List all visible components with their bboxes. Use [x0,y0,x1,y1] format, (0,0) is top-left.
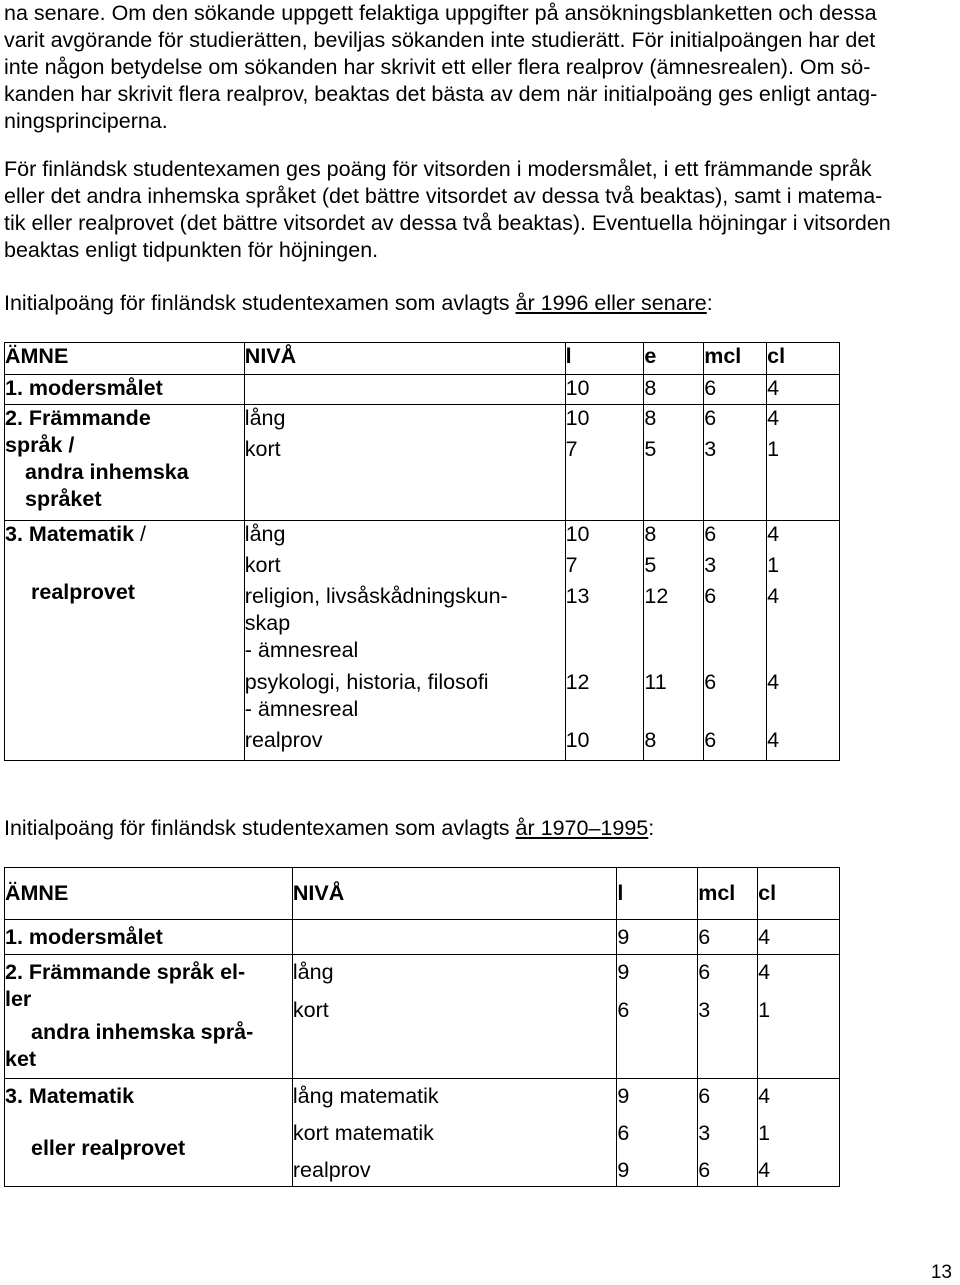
subject-line: andra inhemska språ- [31,1020,254,1044]
heading-underlined: år 1970–1995 [515,816,649,840]
row-subject [5,521,245,761]
level-label: kort [292,998,329,1022]
table-header-row [5,343,840,375]
table-1-heading [4,290,713,317]
row-level [244,405,565,521]
value-cell: 5 [644,553,657,577]
value-cell: 3 [698,1121,711,1145]
level-label: realprov [292,1158,371,1182]
subject-line: / [134,522,147,546]
value-column [644,521,704,761]
value-cell: 6 [698,920,758,955]
heading-underlined: år 1996 eller senare [515,291,707,315]
subject-line: andra inhemska [25,460,189,484]
value-cell: 4 [767,584,780,608]
value-cell: 1 [758,1121,771,1145]
value-cell: 13 [565,584,590,608]
value-cell: 6 [704,375,767,405]
row-level [292,1079,617,1187]
text-line: För finländsk studentexamen ges poäng för vitsorden i modersmålet, i ett främmande språk [4,157,872,181]
value-cell: 6 [704,522,717,546]
level-label: lång [244,522,286,546]
value-cell: 6 [698,1084,711,1108]
value-cell: 10 [565,375,644,405]
row-level [244,521,565,761]
table-row [5,920,840,955]
value-cell: 6 [704,406,717,430]
value-cell: 6 [704,728,717,752]
subject-line: 3. Matematik [5,1084,135,1108]
value-cell: 4 [767,728,780,752]
subject-line: 2. Främmande språk el- [5,960,246,984]
value-cell: 4 [767,522,780,546]
row-level [292,955,617,1079]
level-label: skap [244,611,291,635]
value-cell: 3 [704,437,717,461]
table-row [5,375,840,405]
text-line: varit avgörande för studierätten, beviljas sökanden inte studierätt. För initialpoängen har det [4,28,876,52]
row-subject: 1. modersmålet [5,375,245,405]
table-header-row [5,868,840,920]
value-cell: 7 [565,553,578,577]
value-cell: 12 [644,584,669,608]
value-cell: 4 [758,920,840,955]
header-cl: cl [767,343,840,375]
value-column [698,1079,758,1187]
level-label: kort [244,437,281,461]
value-cell: 4 [767,670,780,694]
value-cell: 4 [767,375,840,405]
table-row [5,955,840,1079]
level-label: psykologi, historia, filosofi [244,670,489,694]
value-cell: 6 [698,960,711,984]
value-cell: 4 [758,960,771,984]
level-label: lång [292,960,334,984]
value-cell: 8 [644,728,657,752]
value-cell: 8 [644,406,657,430]
table-row [5,405,840,521]
value-column [767,405,840,521]
value-cell: 9 [617,1158,630,1182]
value-cell: 10 [565,522,590,546]
value-cell: 10 [565,728,590,752]
row-subject [5,955,293,1079]
subject-line: språket [25,487,102,511]
row-level [244,375,565,405]
value-cell: 1 [758,998,771,1022]
level-label: - ämnesreal [244,638,359,662]
table-1996 [4,342,840,761]
level-label: lång [244,406,286,430]
value-column [758,955,840,1079]
value-cell: 6 [617,1121,630,1145]
text-line: tik eller realprovet (det bättre vitsordet av dessa två beaktas). Eventuella höjningar i vitsorden [4,211,891,235]
value-column [698,955,758,1079]
page-number: 13 [930,1262,952,1283]
paragraph-1 [4,0,956,135]
value-column [617,1079,698,1187]
subject-line: eller realprovet [31,1136,186,1160]
value-column [617,955,698,1079]
text-line: ningsprinciperna. [4,109,168,133]
heading-suffix: : [648,816,655,840]
value-column [565,521,644,761]
header-mcl: mcl [704,343,767,375]
level-label: lång matematik [292,1084,439,1108]
subject-line: 2. Främmande [5,406,151,430]
subject-line: realprovet [31,580,135,604]
value-cell: 8 [644,375,704,405]
text-line: na senare. Om den sökande uppgett felaktiga uppgifter på ansökningsblanketten och dessa [4,1,877,25]
value-cell: 1 [767,437,780,461]
level-label: kort matematik [292,1121,434,1145]
heading-prefix: Initialpoäng för finländsk studentexamen som avlagts [4,816,516,840]
level-label: kort [244,553,281,577]
header-mcl: mcl [698,868,758,920]
value-column [644,405,704,521]
subject-line: språk / [5,433,75,457]
value-column [565,405,644,521]
header-level: NIVÅ [292,868,617,920]
value-cell: 9 [617,1084,630,1108]
value-cell: 6 [704,584,717,608]
subject-line: ler [5,987,32,1011]
value-cell: 4 [758,1084,771,1108]
value-cell: 4 [767,406,780,430]
value-cell: 1 [767,553,780,577]
table-row [5,1079,840,1187]
subject-line: ket [5,1047,37,1071]
value-cell: 10 [565,406,590,430]
header-level: NIVÅ [244,343,565,375]
value-cell: 11 [644,670,667,694]
heading-prefix: Initialpoäng för finländsk studentexamen som avlagts [4,291,516,315]
value-cell: 5 [644,437,657,461]
text-line: kanden har skrivit flera realprov, beaktas det bästa av dem när initialpoäng ges enligt antag- [4,82,878,106]
value-cell: 3 [704,553,717,577]
value-cell: 7 [565,437,578,461]
value-cell: 9 [617,960,630,984]
level-label: - ämnesreal [244,697,359,721]
value-cell: 4 [758,1158,771,1182]
level-label: realprov [244,728,323,752]
value-cell: 9 [617,920,698,955]
row-level [292,920,617,955]
value-column [767,521,840,761]
header-e: e [644,343,704,375]
paragraph-2 [4,156,956,264]
row-subject [5,405,245,521]
table-1970-1995 [4,867,840,1187]
value-cell: 12 [565,670,590,694]
subject-line: 3. Matematik [5,522,135,546]
header-subject: ÄMNE [5,868,293,920]
value-cell: 3 [698,998,711,1022]
header-l: l [617,868,698,920]
value-column [704,405,767,521]
header-l: l [565,343,644,375]
value-column [704,521,767,761]
value-cell: 8 [644,522,657,546]
table-row [5,521,840,761]
text-line: inte någon betydelse om sökanden har skrivit ett eller flera realprov (ämnesrealen). Om sö- [4,55,871,79]
header-cl: cl [758,868,840,920]
text-line: beaktas enligt tidpunkten för höjningen. [4,238,379,262]
table-2-heading [4,815,654,842]
row-subject [5,1079,293,1187]
value-cell: 6 [617,998,630,1022]
row-subject: 1. modersmålet [5,920,293,955]
value-cell: 6 [698,1158,711,1182]
heading-suffix: : [706,291,713,315]
text-line: eller det andra inhemska språket (det bättre vitsordet av dessa två beaktas), samt i matema- [4,184,883,208]
level-label: religion, livsåskådningskun- [244,584,508,608]
value-column [758,1079,840,1187]
header-subject: ÄMNE [5,343,245,375]
value-cell: 6 [704,670,717,694]
